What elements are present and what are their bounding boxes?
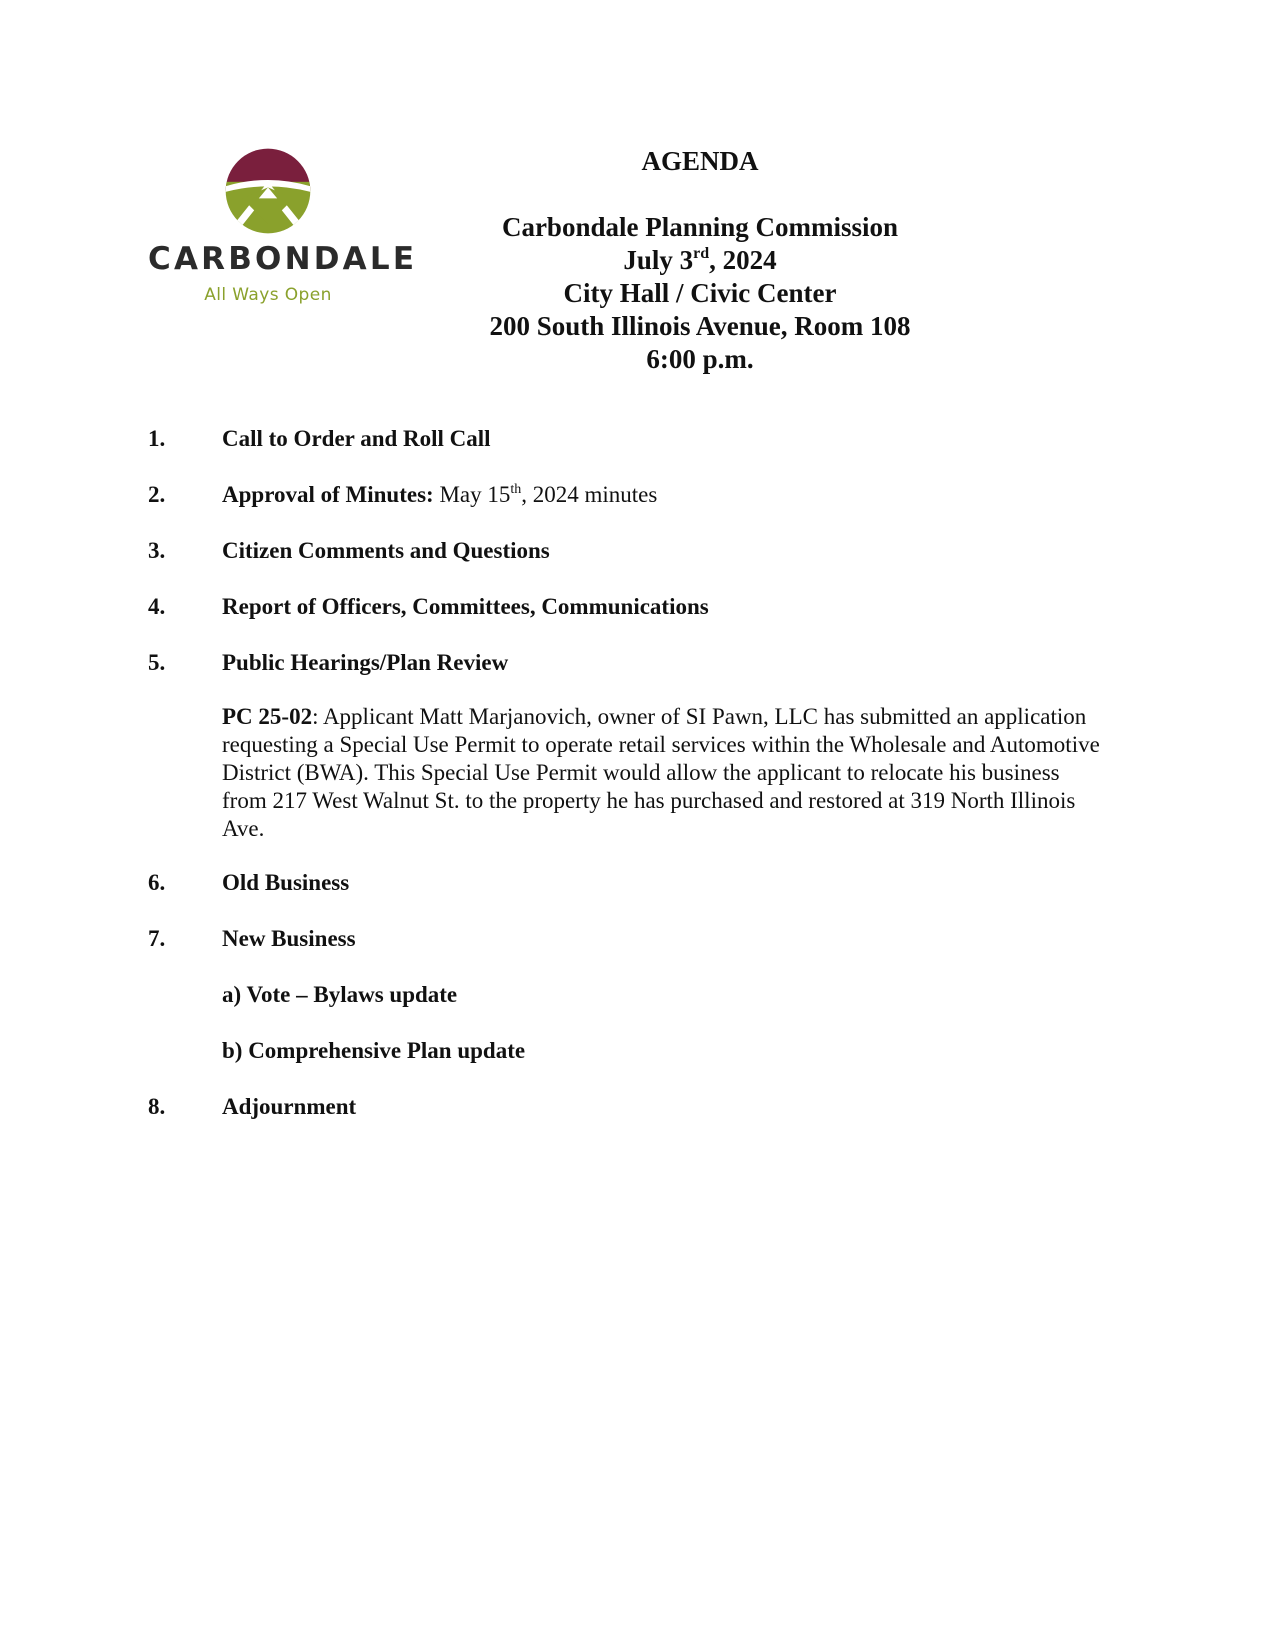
item-number: 5. (148, 650, 166, 675)
agenda-item-5 (148, 649, 1108, 677)
hearing-description (148, 703, 1108, 843)
meeting-address: 200 South Illinois Avenue, Room 108 (489, 311, 911, 341)
item-title: Old Business (222, 870, 350, 895)
meeting-venue: City Hall / Civic Center (563, 278, 837, 308)
item-number: 7. (148, 926, 166, 951)
item-title: New Business (222, 926, 356, 951)
carbondale-logo (148, 145, 418, 310)
item-title: Citizen Comments and Questions (222, 538, 550, 563)
item-title: Adjournment (222, 1094, 357, 1119)
item-number: 8. (148, 1094, 166, 1119)
item-number: 4. (148, 594, 166, 619)
meeting-date: July 3rd, 2024 (623, 245, 777, 275)
item-title: Call to Order and Roll Call (222, 426, 491, 451)
item-number: 1. (148, 426, 166, 451)
case-number: PC 25-02 (222, 704, 313, 729)
carbondale-emblem-icon (222, 145, 314, 237)
item-title: Approval of Minutes: (222, 482, 434, 507)
agenda-item-7 (148, 925, 1108, 953)
hearing-text: : Applicant Matt Marjanovich, owner of SI Pawn, LLC has submitted an application requesting a Special Use Permit to operate retail services within the Wholesale and Automotive District (BWA). This Special Use Permit would allow the applicant to relocate his business from 217 West Walnut St. to the property he has purchased and restored at 319 North Illinois Ave. (222, 704, 1100, 841)
agenda-item-2 (148, 481, 1108, 509)
logo-tagline: All Ways Open (204, 285, 332, 305)
item-title: Report of Officers, Committees, Communications (222, 594, 709, 619)
commission-name: Carbondale Planning Commission (501, 212, 899, 242)
item-detail: May 15th, 2024 minutes (433, 482, 658, 507)
logo-wordmark: CARBONDALE (148, 241, 418, 277)
agenda-header (440, 145, 960, 376)
agenda-item-3 (148, 537, 1108, 565)
agenda-item-4 (148, 593, 1108, 621)
new-business-item-b: b) Comprehensive Plan update (222, 1038, 526, 1063)
meeting-time: 6:00 p.m. (646, 344, 754, 374)
item-number: 2. (148, 482, 166, 507)
item-number: 6. (148, 870, 166, 895)
agenda-list (148, 425, 1108, 1149)
page-title: AGENDA (641, 146, 759, 176)
agenda-item-8 (148, 1093, 1108, 1121)
agenda-item-6 (148, 869, 1108, 897)
new-business-item-a: a) Vote – Bylaws update (222, 982, 458, 1007)
agenda-item-1 (148, 425, 1108, 453)
item-title: Public Hearings/Plan Review (222, 650, 509, 675)
item-number: 3. (148, 538, 166, 563)
